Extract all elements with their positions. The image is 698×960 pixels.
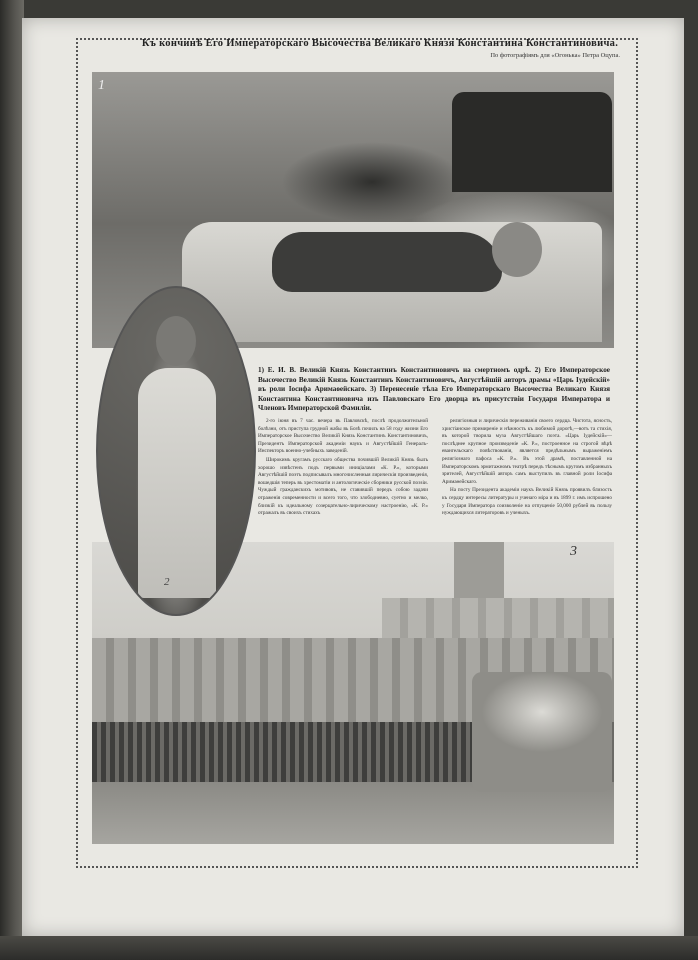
robed-figure (138, 368, 216, 598)
photo-number-3: 3 (570, 544, 577, 559)
lying-figure-head (492, 222, 542, 277)
photo-portrait-oval (96, 286, 256, 616)
photo-credit: По фотографіямъ для «Огонька» Петра Оцупа. (490, 52, 620, 59)
article-paragraph: религіозныя и лирическія переживанія своего сердца. Чистота, ясность, христіанское примиреніе и нѣжность къ любимой дорогѣ,—вотъ та стихія, въ которой творила муза Августѣйшаго поэта. «Царь Іудейскій»—послѣднее крупное произведеніе «К. Р.», построенное на строгой вѣрѣ евангельскаго повѣствованія, является предѣльнымъ выраженіемъ религіознаго пафоса «К. Р.». Въ этой драмѣ, поставленной на Императорскомъ эрмитажномъ театрѣ передъ тѣснымъ кругомъ избранныхъ зрителей, Августѣйшій авторъ самъ выступилъ въ главной роли Іосифа Аримаѳейскаго. (442, 418, 612, 485)
funeral-carriage (472, 672, 612, 792)
bed-headboard (452, 92, 612, 192)
article-column-left (258, 418, 428, 519)
page-edge (0, 936, 698, 960)
robed-figure-head (156, 316, 196, 366)
photo-number-1: 1 (98, 78, 105, 93)
photo-caption: 1) Е. И. В. Великій Князь Константинъ Константиновичъ на смертномъ одрѣ. 2) Его Императорское Высочество Великій Князь Константинъ Константиновичъ, Августѣйшій авторъ драмы «Царь Іудейскій» въ роли Іосифа Аримаѳейскаго. 3) Перенесеніе тѣла Его Императорскаго Высочества Великаго Князя Константина Константиновича изъ Павловскаго Его дворца въ присутствіи Государя Императора и Членовъ Императорской Фамиліи. (258, 366, 610, 413)
article-paragraph: Широкимъ кругамъ русскаго общества почившій Великій Князь былъ хорошо извѣстенъ подъ первыми иниціалами «К. Р.», которыми Августѣйшій поэтъ подписывалъ многочисленныя лирическія произведенія, вошедшія теперь въ хрестоматіи и антологическіе сборники русской поэзіи. Чуждый гражданскихъ мотивовъ, не ставившій передъ собою задачи отраженія современности и всего того, что злободневно, суетно и мелко, близкій къ идеальному созерцательно-лирическому настроенію, «К. Р.» отражалъ въ своихъ стихахъ (258, 456, 428, 517)
page-headline: Къ кончинѣ Его Императорскаго Высочества Великаго Князя Константина Константиновича. (141, 38, 619, 49)
book-binding (0, 0, 24, 960)
lying-figure (272, 232, 502, 292)
article-paragraph: На посту Президента академіи наукъ Великій Князь проявилъ близость къ сердцу интересы литературы и ученаго міра и въ 1899 г. имъ испрошено у Государя Императора соизволеніе на отпущеніе 50,000 рублей въ пользу нуждающихся литераторовъ и ученыхъ. (442, 487, 612, 517)
article-paragraph: 2-го іюня въ 7 час. вечера въ Павловскѣ, послѣ продолжительной болѣзни, отъ приступа грудной жабы въ Бозѣ почилъ на 58 году жизни Его Императорское Высочество Великій Князь Константинъ Константиновичъ, Президентъ Императорской академіи наукъ и Августѣйшій Генералъ-Инспекторъ военно-учебныхъ заведеній. (258, 418, 428, 455)
article-column-right (442, 418, 612, 519)
photo-number-2: 2 (164, 576, 170, 588)
